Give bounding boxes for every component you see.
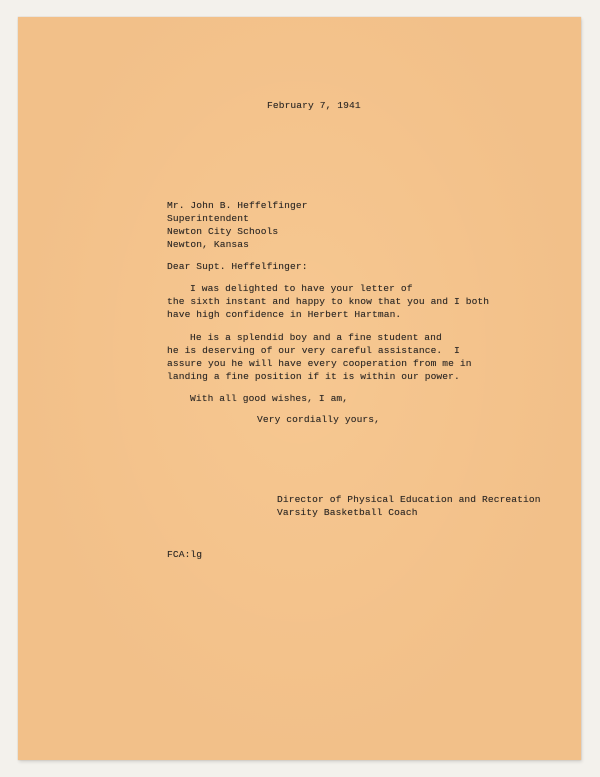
closing-line: With all good wishes, I am, bbox=[190, 393, 349, 404]
signature-title-line: Varsity Basketball Coach bbox=[277, 507, 418, 518]
recipient-name: Mr. John B. Heffelfinger bbox=[167, 200, 308, 211]
paragraph-2-line: landing a fine position if it is within our power. bbox=[167, 371, 460, 382]
paragraph-1-line: have high confidence in Herbert Hartman. bbox=[167, 309, 402, 320]
paragraph-2-line: He is a splendid boy and a fine student and bbox=[190, 332, 442, 343]
paragraph-1-line: the sixth instant and happy to know that you and I both bbox=[167, 296, 490, 307]
letter-date: February 7, 1941 bbox=[267, 100, 361, 111]
signature-title-line: Director of Physical Education and Recreation bbox=[277, 494, 541, 505]
recipient-location: Newton, Kansas bbox=[167, 239, 250, 250]
paragraph-1-line: I was delighted to have your letter of bbox=[190, 283, 413, 294]
recipient-title: Superintendent bbox=[167, 213, 250, 224]
letter-paper bbox=[18, 17, 581, 760]
salutation: Dear Supt. Heffelfinger: bbox=[167, 261, 308, 272]
reference-initials: FCA:lg bbox=[167, 549, 203, 560]
complimentary-close: Very cordially yours, bbox=[257, 414, 381, 425]
paragraph-2-line: he is deserving of our very careful assistance. I bbox=[167, 345, 460, 356]
recipient-organization: Newton City Schools bbox=[167, 226, 279, 237]
paragraph-2-line: assure you he will have every cooperation from me in bbox=[167, 358, 472, 369]
